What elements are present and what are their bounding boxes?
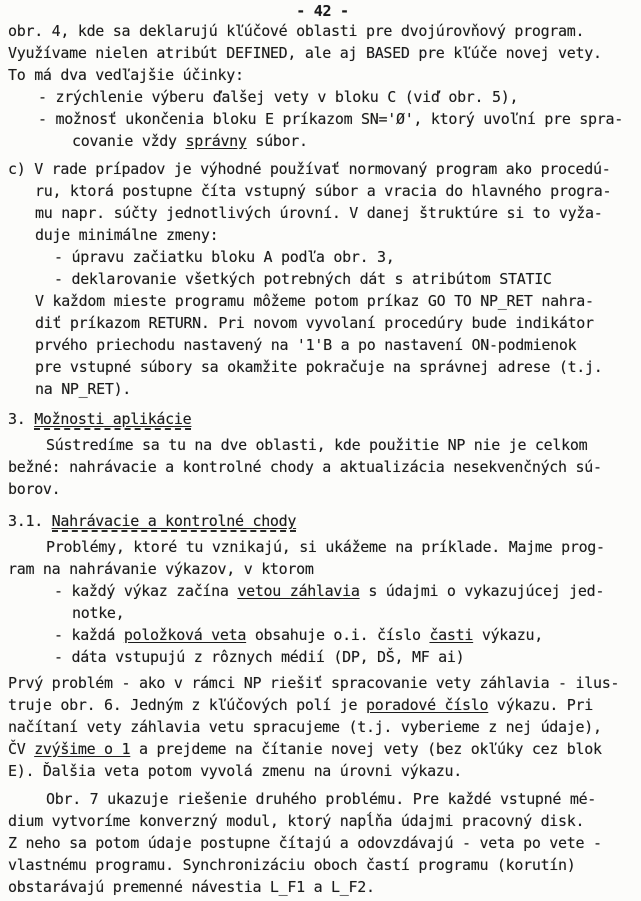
text-segment: obr. 4, kde sa deklarujú kľúčové oblasti pre dvojúrovňový program. bbox=[8, 22, 585, 40]
text-line bbox=[8, 510, 637, 532]
underlined-text: vetou záhlavia bbox=[237, 582, 360, 600]
text-line bbox=[8, 738, 637, 760]
text-segment: diť príkazom RETURN. Pri novom vyvolaní procedúry bude indikátor bbox=[35, 314, 594, 332]
text-segment: - možnosť ukončenia bloku E príkazom SN='Ø', ktorý uvoľní pre spra- bbox=[38, 110, 623, 128]
text-line bbox=[35, 356, 637, 378]
text-segment: c) V rade prípadov je výhodné používať normovaný program ako procedú- bbox=[8, 160, 611, 178]
text-segment: - zrýchlenie výberu ďalšej vety v bloku C (viď obr. 5), bbox=[38, 88, 519, 106]
text-segment: načítaní vety záhlavia vetu spracujeme (t.j. vyberieme z nej údaje), bbox=[8, 718, 602, 736]
text-line bbox=[72, 602, 637, 624]
text-line bbox=[8, 20, 637, 42]
text-segment: - dáta vstupujú z rôznych médií (DP, DŠ, MF ai) bbox=[54, 648, 465, 666]
text-segment: výkazu, bbox=[473, 626, 543, 644]
text-line bbox=[35, 180, 637, 202]
text-line bbox=[8, 854, 637, 876]
text-line bbox=[35, 224, 637, 246]
page-number: - 42 - bbox=[296, 2, 349, 20]
text-line bbox=[54, 268, 637, 290]
heading-text: Nahrávacie a kontrolné chody bbox=[51, 512, 297, 530]
text-line bbox=[8, 558, 637, 580]
text-segment: súbor. bbox=[246, 132, 308, 150]
text-segment: duje minimálne zmeny: bbox=[35, 226, 219, 244]
text-segment: V každom mieste programu môžeme potom príkaz GO TO NP_RET nahra- bbox=[35, 292, 594, 310]
text-segment: 3.1. bbox=[8, 512, 52, 530]
text-segment: vlastnému programu. Synchronizáciu oboch častí programu (korutín) bbox=[8, 856, 576, 874]
text-segment: E). Ďalšia veta potom vyvolá zmenu na úrovni výkazu. bbox=[8, 762, 463, 780]
underlined-text: poradové číslo bbox=[365, 696, 489, 714]
text-line bbox=[54, 624, 637, 646]
text-segment: Z neho sa potom údaje postupne čítajú a odovzdávajú - veta po vete - bbox=[8, 834, 602, 852]
text-segment: Sústredíme sa tu na dve oblasti, kde použitie NP nie je celkom bbox=[46, 436, 588, 454]
text-segment: truje obr. 6. Jedným z kľúčových polí je bbox=[8, 696, 366, 714]
text-segment: Obr. 7 ukazuje riešenie druhého problému. Pre každé vstupné mé- bbox=[46, 790, 597, 808]
text-segment: a prejdeme na čítanie novej vety (bez okľúky cez blok bbox=[130, 740, 602, 758]
text-line bbox=[35, 202, 637, 224]
text-line bbox=[54, 246, 637, 268]
document-body bbox=[8, 20, 637, 898]
heading-text: Možnosti aplikácie bbox=[34, 410, 192, 428]
text-line bbox=[8, 456, 637, 478]
text-line bbox=[35, 290, 637, 312]
text-line bbox=[8, 760, 637, 782]
text-line bbox=[38, 86, 637, 108]
text-segment: - úpravu začiatku bloku A podľa obr. 3, bbox=[54, 248, 395, 266]
text-segment: s údajmi o vykazujúcej jed- bbox=[359, 582, 605, 600]
text-line bbox=[8, 64, 637, 86]
text-line bbox=[8, 832, 637, 854]
text-segment: 3. bbox=[8, 410, 35, 428]
text-line bbox=[8, 408, 637, 430]
text-line bbox=[8, 716, 637, 738]
text-segment: covanie vždy bbox=[72, 132, 186, 150]
text-segment: obstarávajú premenné návestia L_F1 a L_F2. bbox=[8, 878, 375, 896]
text-line bbox=[8, 158, 637, 180]
text-segment: borov. bbox=[8, 480, 61, 498]
text-segment: prvého priechodu nastavený na '1'B a po nastavení ON-podmienok bbox=[35, 336, 577, 354]
text-segment: bežné: nahrávacie a kontrolné chody a aktualizácia nesekvenčných sú- bbox=[8, 458, 602, 476]
text-line bbox=[72, 130, 637, 152]
text-line bbox=[35, 312, 637, 334]
underlined-text: správny bbox=[185, 132, 247, 150]
text-line bbox=[46, 434, 637, 456]
text-segment: notke, bbox=[72, 604, 125, 622]
text-segment: na NP_RET). bbox=[35, 380, 132, 398]
text-segment: výkazu. Pri bbox=[488, 696, 593, 714]
text-line bbox=[46, 788, 637, 810]
text-segment: ČV bbox=[8, 740, 35, 758]
text-segment: - každá bbox=[54, 626, 124, 644]
text-segment: Využívame nielen atribút DEFINED, ale aj BASED pre kľúče novej vety. bbox=[8, 44, 602, 62]
text-segment: dium vytvoríme konverzný modul, ktorý napĺňa údajmi pracovný disk. bbox=[8, 812, 585, 830]
text-segment: mu napr. súčty jednotlivých úrovní. V danej štruktúre si to vyža- bbox=[35, 204, 603, 222]
text-line bbox=[54, 646, 637, 668]
text-segment: pre vstupné súbory sa okamžite pokračuje na správnej adrese (t.j. bbox=[35, 358, 603, 376]
underlined-text: časti bbox=[429, 626, 474, 644]
text-line bbox=[35, 378, 637, 400]
underlined-text: položková veta bbox=[123, 626, 247, 644]
text-line bbox=[54, 580, 637, 602]
text-line bbox=[35, 334, 637, 356]
text-segment: - deklarovanie všetkých potrebných dát s atribútom STATIC bbox=[54, 270, 552, 288]
text-line bbox=[46, 536, 637, 558]
text-segment: obsahuje o.i. číslo bbox=[246, 626, 430, 644]
text-segment: Prvý problém - ako v rámci NP riešiť spracovanie vety záhlavia - ilus- bbox=[8, 674, 620, 692]
text-line bbox=[38, 108, 637, 130]
underlined-text: zvýšime o 1 bbox=[34, 740, 131, 758]
text-line bbox=[8, 876, 637, 898]
text-line bbox=[8, 694, 637, 716]
text-segment: Problémy, ktoré tu vznikajú, si ukážeme na príklade. Majme prog- bbox=[46, 538, 605, 556]
text-line bbox=[8, 810, 637, 832]
text-line bbox=[8, 672, 637, 694]
text-segment: To má dva vedľajšie účinky: bbox=[8, 66, 244, 84]
text-segment: - každý výkaz začína bbox=[54, 582, 238, 600]
text-line bbox=[8, 478, 637, 500]
text-segment: ru, ktorá postupne číta vstupný súbor a vracia do hlavného progra- bbox=[35, 182, 612, 200]
text-line bbox=[8, 42, 637, 64]
text-segment: ram na nahrávanie výkazov, v ktorom bbox=[8, 560, 314, 578]
